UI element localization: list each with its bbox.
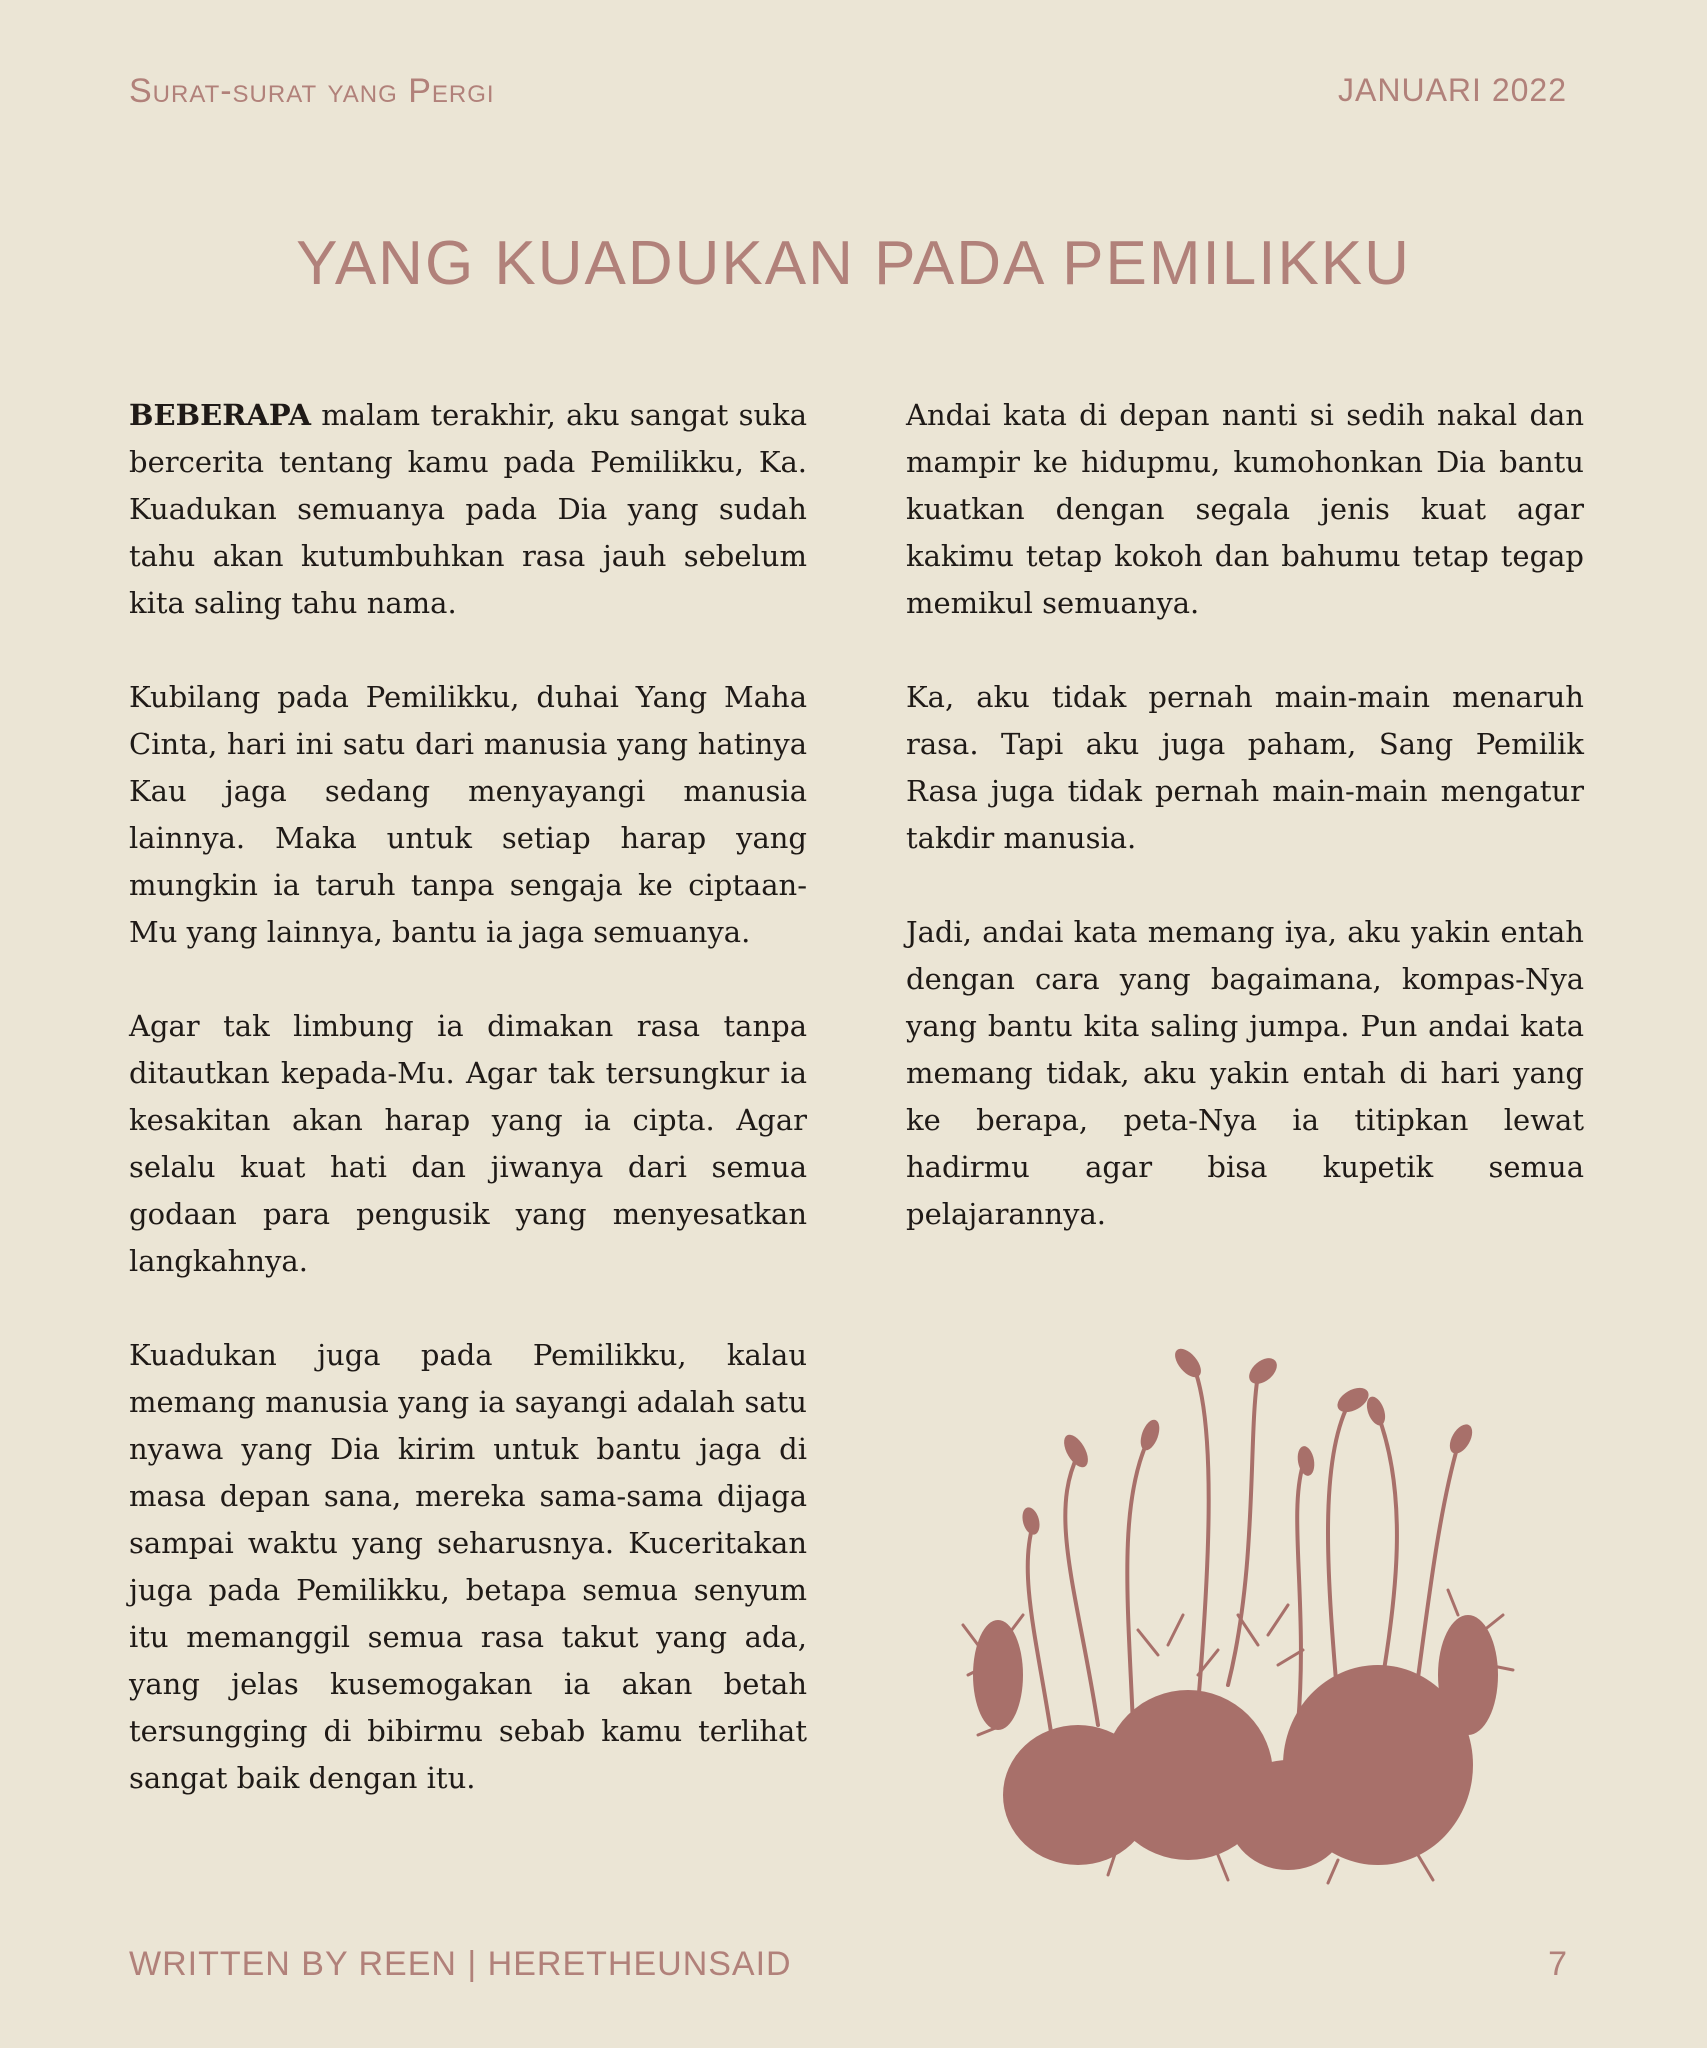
series-title: Surat-surat yang Pergi [129, 72, 495, 110]
issue-date: JANUARI 2022 [1338, 72, 1567, 108]
paragraph: Ka, aku tidak pernah main-main menaruh rasa. Tapi aku juga paham, Sang Pemilik Rasa juga tidak pernah main-main mengatur takdir manusia. [906, 680, 1584, 855]
lead-word: BEBERAPA [129, 398, 312, 432]
paragraph-text: malam terakhir, aku sangat suka bercerita tentang kamu pada Pemilikku, Ka. Kuadukan semuanya pada Dia yang sudah tahu akan kutumbuhkan rasa jauh sebelum kita saling tahu nama. [129, 398, 807, 620]
paragraph: Kubilang pada Pemilikku, duhai Yang Maha Cinta, hari ini satu dari manusia yang hatinya Kau jaga sedang menyayangi manusia lainnya. Maka untuk setiap harap yang mungkin ia taruh tanpa sengaja ke ciptaan-Mu yang lainnya, bantu ia jaga semuanya. [129, 680, 807, 949]
paragraph: Jadi, andai kata memang iya, aku yakin entah dengan cara yang bagaimana, kompas-Nya yang bantu kita saling jumpa. Pun andai kata memang tidak, aku yakin entah di hari yang ke berapa, peta-Nya ia titipkan lewat hadirmu agar bisa kupetik semua pelajarannya. [906, 915, 1584, 1231]
paragraph: Andai kata di depan nanti si sedih nakal dan mampir ke hidupmu, kumohonkan Dia bantu kuatkan dengan segala jenis kuat agar kakimu tetap kokoh dan bahumu tetap tegap memikul semuanya. [906, 398, 1584, 620]
article-title: YANG KUADUKAN PADA PEMILIKKU [296, 229, 1411, 298]
paragraph: Kuadukan juga pada Pemilikku, kalau memang manusia yang ia sayangi adalah satu nyawa yang Dia kirim untuk bantu jaga di masa depan sana, mereka sama-sama dijaga sampai waktu yang seharusnya. Kuceritakan juga pada Pemilikku, betapa semua senyum itu memanggil semua rasa takut yang ada, yang jelas kusemogakan ia akan betah tersungging di bibirmu sebab kamu terlihat sangat baik dengan itu. [129, 1338, 807, 1795]
right-column [906, 392, 1584, 1285]
moss-sprouts-illustration [958, 1345, 1518, 1885]
paragraph: Agar tak limbung ia dimakan rasa tanpa ditautkan kepada-Mu. Agar tak tersungkur ia kesakitan akan harap yang ia cipta. Agar selalu kuat hati dan jiwanya dari semua godaan para pengusik yang menyesatkan langkahnya. [129, 1009, 807, 1278]
page-number: 7 [1548, 1945, 1567, 1983]
author-credit: WRITTEN BY REEN | HERETHEUNSAID [129, 1945, 792, 1983]
paragraph [129, 392, 807, 627]
left-column [129, 392, 807, 1849]
